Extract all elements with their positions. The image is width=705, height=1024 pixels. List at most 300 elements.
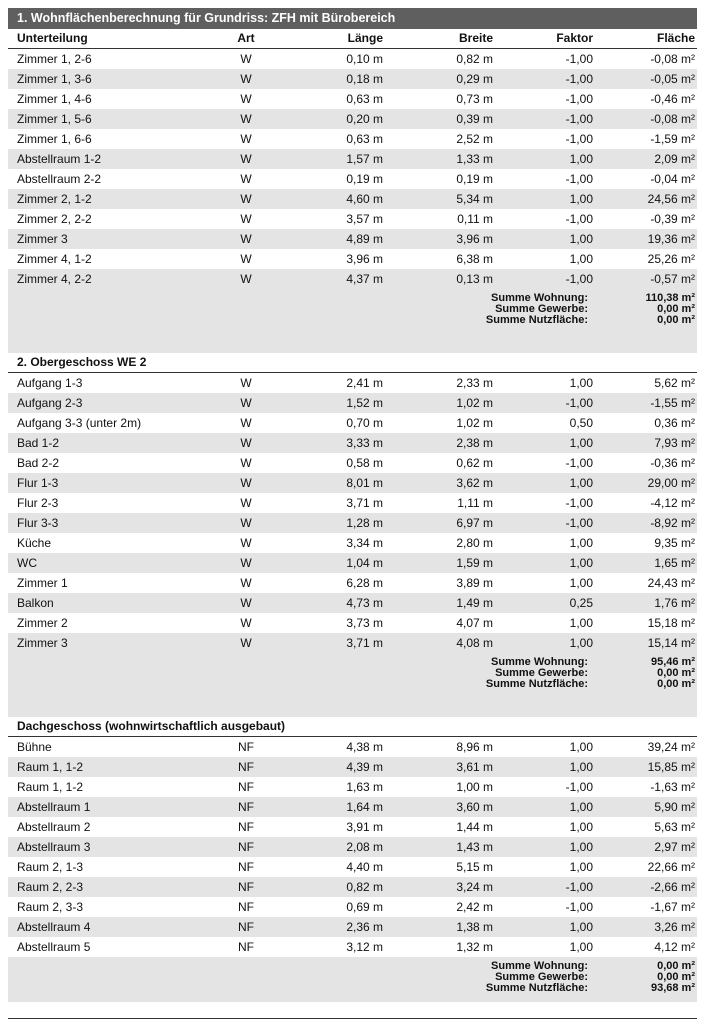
cell-faktor: 1,00 [569, 920, 593, 934]
cell-breite: 1,49 m [456, 596, 493, 610]
cell-faktor: 1,00 [569, 820, 593, 834]
summary-value: 110,38 m² [645, 292, 695, 304]
cell-faktor: -1,00 [565, 496, 593, 510]
cell-laenge: 4,40 m [346, 860, 383, 874]
cell-laenge: 1,52 m [346, 396, 383, 410]
cell-breite: 0,82 m [456, 52, 493, 66]
cell-art: W [240, 476, 252, 490]
table-row [8, 633, 697, 653]
cell-faktor: -1,00 [565, 880, 593, 894]
cell-art: NF [238, 920, 254, 934]
cell-breite: 6,38 m [456, 252, 493, 266]
cell-breite: 0,13 m [456, 272, 493, 286]
cell-art: NF [238, 740, 254, 754]
summary-line-wohnung [8, 293, 697, 304]
summary-label: Summe Wohnung: [491, 960, 588, 972]
cell-laenge: 1,04 m [346, 556, 383, 570]
summary-label: Summe Gewerbe: [495, 303, 588, 315]
summary-label: Summe Nutzfläche: [485, 982, 588, 994]
cell-laenge: 0,10 m [346, 52, 383, 66]
cell-unterteilung: Zimmer 1, 6-6 [17, 132, 92, 146]
cell-unterteilung: Zimmer 1, 5-6 [17, 112, 92, 126]
bottom-divider [8, 1018, 697, 1019]
cell-faktor: 1,00 [569, 252, 593, 266]
table-row [8, 433, 697, 453]
cell-faktor: 1,00 [569, 376, 593, 390]
table-row [8, 249, 697, 269]
table-row [8, 737, 697, 757]
table-row [8, 189, 697, 209]
cell-flaeche: 24,43 m² [647, 576, 695, 590]
cell-flaeche: 15,85 m² [647, 760, 695, 774]
cell-laenge: 3,71 m [346, 496, 383, 510]
cell-laenge: 4,73 m [346, 596, 383, 610]
cell-laenge: 1,57 m [346, 152, 383, 166]
table-row [8, 613, 697, 633]
cell-breite: 3,96 m [456, 232, 493, 246]
cell-faktor: 1,00 [569, 636, 593, 650]
cell-faktor: -1,00 [565, 272, 593, 286]
cell-faktor: -1,00 [565, 132, 593, 146]
cell-unterteilung: Raum 2, 2-3 [17, 880, 84, 894]
cell-flaeche: 15,14 m² [647, 636, 695, 650]
cell-breite: 1,32 m [456, 940, 493, 954]
cell-art: W [240, 536, 252, 550]
cell-art: W [240, 112, 252, 126]
cell-laenge: 0,63 m [346, 92, 383, 106]
cell-art: W [240, 496, 252, 510]
summary-label: Summe Wohnung: [491, 656, 588, 668]
cell-unterteilung: Zimmer 4, 2-2 [17, 272, 92, 286]
cell-unterteilung: Abstellraum 4 [17, 920, 91, 934]
summary-value: 0,00 m² [657, 960, 695, 972]
cell-breite: 1,43 m [456, 840, 493, 854]
cell-flaeche: 5,63 m² [654, 820, 695, 834]
cell-breite: 1,59 m [456, 556, 493, 570]
cell-unterteilung: Abstellraum 5 [17, 940, 91, 954]
cell-laenge: 0,70 m [346, 416, 383, 430]
summary-label: Summe Nutzfläche: [485, 678, 588, 690]
section-summary [8, 289, 697, 334]
cell-flaeche: -0,04 m² [650, 172, 695, 186]
cell-unterteilung: Aufgang 1-3 [17, 376, 83, 390]
summary-line-nutz [8, 679, 697, 690]
table-row [8, 89, 697, 109]
col-header-breite: Breite [458, 31, 493, 45]
cell-flaeche: -0,08 m² [650, 52, 695, 66]
cell-unterteilung: Aufgang 3-3 (unter 2m) [17, 416, 142, 430]
cell-flaeche: -8,92 m² [650, 516, 695, 530]
cell-art: W [240, 192, 252, 206]
cell-art: NF [238, 820, 254, 834]
summary-line-wohnung [8, 961, 697, 972]
area-calculation-document [8, 8, 697, 1019]
cell-unterteilung: Aufgang 2-3 [17, 396, 83, 410]
table-row [8, 169, 697, 189]
cell-unterteilung: Raum 2, 3-3 [17, 900, 84, 914]
cell-unterteilung: Zimmer 1 [17, 576, 68, 590]
cell-unterteilung: Raum 1, 1-2 [17, 780, 84, 794]
table-row [8, 209, 697, 229]
cell-unterteilung: Zimmer 4, 1-2 [17, 252, 92, 266]
cell-art: W [240, 576, 252, 590]
section-summary [8, 653, 697, 698]
cell-breite: 0,73 m [456, 92, 493, 106]
cell-flaeche: 24,56 m² [647, 192, 695, 206]
cell-unterteilung: Raum 1, 1-2 [17, 760, 84, 774]
cell-breite: 5,34 m [456, 192, 493, 206]
cell-unterteilung: Abstellraum 2 [17, 820, 91, 834]
col-header-unterteilung: Unterteilung [17, 31, 88, 45]
cell-laenge: 0,69 m [346, 900, 383, 914]
table-row [8, 109, 697, 129]
cell-art: W [240, 152, 252, 166]
table-row [8, 877, 697, 897]
cell-breite: 2,52 m [456, 132, 493, 146]
summary-line-wohnung [8, 657, 697, 668]
cell-unterteilung: Abstellraum 1-2 [17, 152, 102, 166]
cell-art: W [240, 212, 252, 226]
cell-faktor: 1,00 [569, 616, 593, 630]
cell-faktor: -1,00 [565, 212, 593, 226]
cell-faktor: -1,00 [565, 52, 593, 66]
cell-breite: 0,19 m [456, 172, 493, 186]
cell-laenge: 0,82 m [346, 880, 383, 894]
cell-art: W [240, 172, 252, 186]
cell-art: W [240, 456, 252, 470]
cell-art: W [240, 396, 252, 410]
cell-faktor: 1,00 [569, 800, 593, 814]
cell-breite: 4,07 m [456, 616, 493, 630]
table-row [8, 553, 697, 573]
summary-value: 0,00 m² [657, 314, 695, 326]
cell-flaeche: -0,39 m² [650, 212, 695, 226]
cell-laenge: 2,08 m [346, 840, 383, 854]
table-row [8, 453, 697, 473]
col-header-art: Art [237, 31, 255, 45]
cell-unterteilung: Zimmer 2, 1-2 [17, 192, 92, 206]
cell-art: W [240, 52, 252, 66]
cell-laenge: 2,36 m [346, 920, 383, 934]
cell-faktor: 1,00 [569, 536, 593, 550]
cell-laenge: 2,41 m [346, 376, 383, 390]
section-heading: Dachgeschoss (wohnwirtschaftlich ausgebaut) [8, 717, 697, 737]
cell-art: W [240, 252, 252, 266]
cell-flaeche: -0,46 m² [650, 92, 695, 106]
cell-art: NF [238, 780, 254, 794]
table-row [8, 373, 697, 393]
cell-flaeche: -0,36 m² [650, 456, 695, 470]
cell-laenge: 6,28 m [346, 576, 383, 590]
cell-art: W [240, 376, 252, 390]
cell-flaeche: 9,35 m² [654, 536, 695, 550]
summary-label: Summe Gewerbe: [495, 667, 588, 679]
cell-faktor: -1,00 [565, 112, 593, 126]
table-row [8, 757, 697, 777]
cell-unterteilung: Zimmer 3 [17, 232, 68, 246]
cell-flaeche: -1,63 m² [650, 780, 695, 794]
cell-unterteilung: Flur 1-3 [17, 476, 59, 490]
table-row [8, 837, 697, 857]
cell-flaeche: 29,00 m² [647, 476, 695, 490]
document-title: 1. Wohnflächenberechnung für Grundriss: ZFH mit Bürobereich [8, 8, 697, 29]
table-row [8, 473, 697, 493]
cell-flaeche: 15,18 m² [647, 616, 695, 630]
cell-breite: 8,96 m [456, 740, 493, 754]
cell-laenge: 3,71 m [346, 636, 383, 650]
cell-unterteilung: Küche [17, 536, 52, 550]
summary-label: Summe Wohnung: [491, 292, 588, 304]
table-row [8, 393, 697, 413]
cell-breite: 3,61 m [456, 760, 493, 774]
cell-breite: 3,60 m [456, 800, 493, 814]
cell-laenge: 4,89 m [346, 232, 383, 246]
cell-faktor: 1,00 [569, 232, 593, 246]
cell-unterteilung: Zimmer 1, 2-6 [17, 52, 92, 66]
cell-faktor: 1,00 [569, 476, 593, 490]
summary-value: 95,46 m² [650, 656, 695, 668]
table-row [8, 573, 697, 593]
table-row [8, 129, 697, 149]
cell-unterteilung: Balkon [17, 596, 54, 610]
cell-laenge: 4,39 m [346, 760, 383, 774]
cell-laenge: 3,96 m [346, 252, 383, 266]
cell-breite: 2,33 m [456, 376, 493, 390]
cell-faktor: 1,00 [569, 192, 593, 206]
table-row [8, 49, 697, 69]
cell-flaeche: 4,12 m² [654, 940, 695, 954]
cell-flaeche: -4,12 m² [650, 496, 695, 510]
cell-faktor: 0,25 [569, 596, 593, 610]
cell-faktor: -1,00 [565, 456, 593, 470]
cell-faktor: -1,00 [565, 72, 593, 86]
cell-unterteilung: Bad 2-2 [17, 456, 60, 470]
cell-unterteilung: WC [17, 556, 37, 570]
section-summary [8, 957, 697, 1002]
cell-flaeche: 5,90 m² [654, 800, 695, 814]
section-spacer [8, 698, 697, 717]
cell-laenge: 0,63 m [346, 132, 383, 146]
cell-faktor: -1,00 [565, 172, 593, 186]
cell-breite: 1,02 m [456, 396, 493, 410]
cell-flaeche: 2,97 m² [654, 840, 695, 854]
cell-unterteilung: Raum 2, 1-3 [17, 860, 84, 874]
cell-flaeche: -1,67 m² [650, 900, 695, 914]
summary-line-gewerbe [8, 972, 697, 983]
cell-unterteilung: Zimmer 2, 2-2 [17, 212, 92, 226]
cell-art: NF [238, 800, 254, 814]
column-header-row [8, 29, 697, 49]
cell-flaeche: 19,36 m² [647, 232, 695, 246]
cell-faktor: -1,00 [565, 780, 593, 794]
cell-flaeche: -0,08 m² [650, 112, 695, 126]
cell-faktor: 0,50 [569, 416, 593, 430]
cell-flaeche: 0,36 m² [654, 416, 695, 430]
cell-laenge: 3,12 m [346, 940, 383, 954]
cell-laenge: 0,58 m [346, 456, 383, 470]
cell-art: NF [238, 860, 254, 874]
cell-flaeche: 5,62 m² [654, 376, 695, 390]
cell-laenge: 3,34 m [346, 536, 383, 550]
cell-unterteilung: Flur 3-3 [17, 516, 59, 530]
cell-faktor: -1,00 [565, 92, 593, 106]
cell-laenge: 3,91 m [346, 820, 383, 834]
cell-faktor: -1,00 [565, 396, 593, 410]
cell-faktor: -1,00 [565, 900, 593, 914]
summary-line-nutz [8, 315, 697, 326]
cell-flaeche: 25,26 m² [647, 252, 695, 266]
table-row [8, 917, 697, 937]
cell-art: NF [238, 760, 254, 774]
cell-unterteilung: Zimmer 2 [17, 616, 68, 630]
cell-art: NF [238, 940, 254, 954]
cell-art: W [240, 616, 252, 630]
table-row [8, 593, 697, 613]
cell-faktor: -1,00 [565, 516, 593, 530]
summary-line-gewerbe [8, 668, 697, 679]
col-header-flaeche: Fläche [656, 31, 695, 45]
cell-laenge: 8,01 m [346, 476, 383, 490]
cell-breite: 0,11 m [457, 212, 493, 226]
table-row [8, 513, 697, 533]
cell-laenge: 1,63 m [346, 780, 383, 794]
cell-breite: 6,97 m [456, 516, 493, 530]
cell-art: W [240, 272, 252, 286]
cell-breite: 1,44 m [456, 820, 493, 834]
cell-breite: 0,29 m [456, 72, 493, 86]
cell-breite: 1,11 m [457, 496, 493, 510]
summary-value: 0,00 m² [657, 678, 695, 690]
summary-label: Summe Gewerbe: [495, 971, 588, 983]
cell-art: W [240, 132, 252, 146]
cell-faktor: 1,00 [569, 940, 593, 954]
table-row [8, 493, 697, 513]
table-row [8, 533, 697, 553]
cell-flaeche: 1,65 m² [654, 556, 695, 570]
table-row [8, 149, 697, 169]
summary-line-gewerbe [8, 304, 697, 315]
cell-laenge: 0,18 m [346, 72, 383, 86]
cell-art: W [240, 636, 252, 650]
cell-breite: 3,62 m [456, 476, 493, 490]
cell-faktor: 1,00 [569, 576, 593, 590]
table-row [8, 229, 697, 249]
cell-breite: 0,62 m [456, 456, 493, 470]
cell-art: W [240, 556, 252, 570]
cell-unterteilung: Abstellraum 1 [17, 800, 91, 814]
cell-laenge: 0,20 m [346, 112, 383, 126]
cell-laenge: 1,28 m [346, 516, 383, 530]
summary-label: Summe Nutzfläche: [485, 314, 588, 326]
cell-breite: 4,08 m [456, 636, 493, 650]
cell-unterteilung: Zimmer 1, 4-6 [17, 92, 92, 106]
cell-art: W [240, 232, 252, 246]
cell-faktor: 1,00 [569, 760, 593, 774]
cell-unterteilung: Flur 2-3 [17, 496, 59, 510]
cell-art: W [240, 92, 252, 106]
cell-flaeche: -2,66 m² [650, 880, 695, 894]
cell-faktor: 1,00 [569, 436, 593, 450]
table-row [8, 857, 697, 877]
cell-unterteilung: Zimmer 1, 3-6 [17, 72, 92, 86]
table-row [8, 69, 697, 89]
table-row [8, 937, 697, 957]
cell-art: W [240, 516, 252, 530]
cell-laenge: 3,73 m [346, 616, 383, 630]
cell-art: W [240, 72, 252, 86]
section-spacer [8, 334, 697, 353]
cell-breite: 1,38 m [456, 920, 493, 934]
col-header-laenge: Länge [347, 31, 383, 45]
summary-value: 93,68 m² [650, 982, 695, 994]
sections-container [8, 49, 697, 1002]
table-row [8, 777, 697, 797]
cell-flaeche: 2,09 m² [654, 152, 695, 166]
cell-breite: 0,39 m [456, 112, 493, 126]
cell-flaeche: 22,66 m² [647, 860, 695, 874]
cell-faktor: 1,00 [569, 556, 593, 570]
cell-art: NF [238, 840, 254, 854]
cell-laenge: 3,57 m [346, 212, 383, 226]
cell-art: W [240, 416, 252, 430]
cell-breite: 3,24 m [456, 880, 493, 894]
cell-breite: 2,80 m [456, 536, 493, 550]
cell-flaeche: 39,24 m² [647, 740, 695, 754]
cell-breite: 1,33 m [456, 152, 493, 166]
cell-flaeche: 1,76 m² [654, 596, 695, 610]
cell-unterteilung: Bad 1-2 [17, 436, 60, 450]
summary-value: 0,00 m² [657, 667, 695, 679]
cell-laenge: 1,64 m [346, 800, 383, 814]
cell-breite: 3,89 m [456, 576, 493, 590]
cell-laenge: 3,33 m [346, 436, 383, 450]
cell-faktor: 1,00 [569, 860, 593, 874]
cell-flaeche: -1,55 m² [650, 396, 695, 410]
cell-breite: 2,42 m [456, 900, 493, 914]
cell-flaeche: -0,05 m² [650, 72, 695, 86]
cell-flaeche: 3,26 m² [654, 920, 695, 934]
cell-unterteilung: Bühne [17, 740, 52, 754]
cell-art: NF [238, 880, 254, 894]
cell-breite: 1,02 m [456, 416, 493, 430]
cell-breite: 2,38 m [456, 436, 493, 450]
summary-line-nutz [8, 983, 697, 994]
summary-value: 0,00 m² [657, 971, 695, 983]
cell-unterteilung: Abstellraum 3 [17, 840, 91, 854]
cell-unterteilung: Zimmer 3 [17, 636, 68, 650]
cell-art: W [240, 596, 252, 610]
table-row [8, 269, 697, 289]
cell-faktor: 1,00 [569, 840, 593, 854]
cell-laenge: 0,19 m [346, 172, 383, 186]
section-heading: 2. Obergeschoss WE 2 [8, 353, 697, 373]
cell-laenge: 4,38 m [346, 740, 383, 754]
cell-unterteilung: Abstellraum 2-2 [17, 172, 102, 186]
cell-flaeche: 7,93 m² [654, 436, 695, 450]
table-row [8, 413, 697, 433]
cell-faktor: 1,00 [569, 152, 593, 166]
table-row [8, 797, 697, 817]
table-row [8, 817, 697, 837]
cell-breite: 1,00 m [456, 780, 493, 794]
cell-laenge: 4,60 m [346, 192, 383, 206]
cell-flaeche: -1,59 m² [650, 132, 695, 146]
cell-flaeche: -0,57 m² [650, 272, 695, 286]
cell-laenge: 4,37 m [346, 272, 383, 286]
col-header-faktor: Faktor [556, 31, 593, 45]
cell-art: NF [238, 900, 254, 914]
cell-breite: 5,15 m [456, 860, 493, 874]
